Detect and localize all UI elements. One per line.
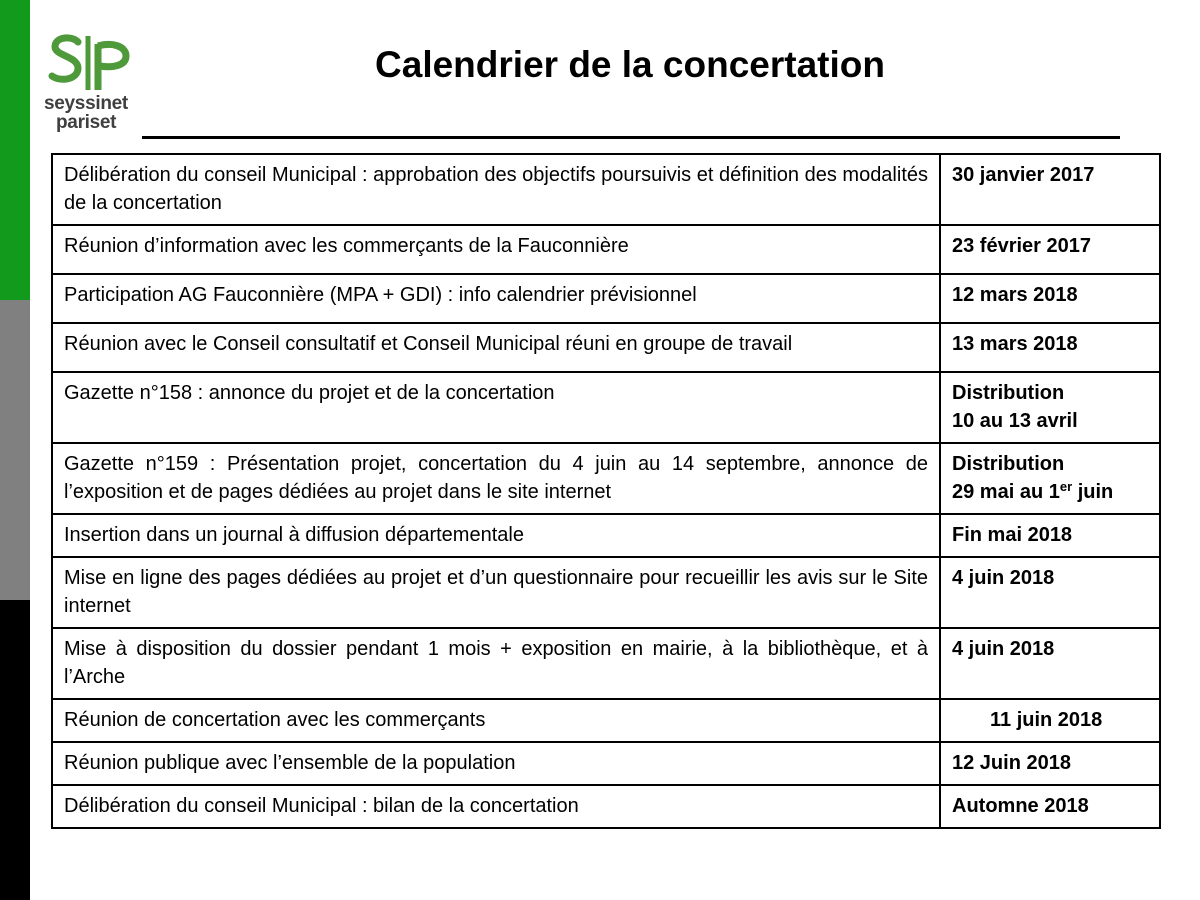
row-description: Insertion dans un journal à diffusion départementale (52, 514, 940, 557)
side-bar-black (0, 600, 30, 900)
row-date-line2: 10 au 13 avril (952, 410, 1078, 432)
page-title: Calendrier de la concertation (375, 44, 885, 85)
row-description: Réunion avec le Conseil consultatif et Conseil Municipal réuni en groupe de travail (52, 323, 940, 372)
row-description: Participation AG Fauconnière (MPA + GDI) : info calendrier prévisionnel (52, 274, 940, 323)
row-description: Gazette n°158 : annonce du projet et de la concertation (52, 372, 940, 443)
row-date: 12 Juin 2018 (940, 742, 1160, 785)
row-date (940, 443, 1160, 514)
row-date (940, 372, 1160, 443)
row-description: Délibération du conseil Municipal : bilan de la concertation (52, 785, 940, 828)
table-row (52, 514, 1160, 557)
row-description: Gazette n°159 : Présentation projet, concertation du 4 juin au 14 septembre, annonce de l’exposition et de pages dédiées au projet dans le site internet (52, 443, 940, 514)
row-date-line2 (952, 478, 1148, 506)
seyssinet-pariset-logo (40, 34, 150, 140)
row-date: 12 mars 2018 (940, 274, 1160, 323)
row-date: 23 février 2017 (940, 225, 1160, 274)
table-row (52, 699, 1160, 742)
row-description: Réunion de concertation avec les commerçants (52, 699, 940, 742)
side-bar-gray (0, 300, 30, 600)
table-row (52, 274, 1160, 323)
row-description: Réunion publique avec l’ensemble de la population (52, 742, 940, 785)
side-bar-green (0, 0, 30, 300)
row-description: Mise à disposition du dossier pendant 1 mois + exposition en mairie, à la bibliothèque, et à l’Arche (52, 628, 940, 699)
table-row (52, 628, 1160, 699)
logo-text-line1: seyssinet (44, 93, 128, 114)
row-date: 11 juin 2018 (940, 699, 1160, 742)
row-date-ordinal-suffix: er (1059, 479, 1073, 494)
row-date-line2-post: juin (1072, 481, 1114, 503)
concertation-schedule-table (51, 153, 1161, 829)
row-date-line1: Distribution (952, 453, 1065, 475)
table-row (52, 225, 1160, 274)
table-row (52, 372, 1160, 443)
row-description: Mise en ligne des pages dédiées au projet et d’un questionnaire pour recueillir les avis sur le Site internet (52, 557, 940, 628)
table-row (52, 785, 1160, 828)
row-date: Automne 2018 (940, 785, 1160, 828)
row-date-line1: Distribution (952, 382, 1065, 404)
sp-logo-mark (48, 34, 134, 92)
row-description: Délibération du conseil Municipal : approbation des objectifs poursuivis et définition des modalités de la concertation (52, 154, 940, 225)
row-date-line2-pre: 29 mai au 1 (952, 481, 1060, 503)
table-row (52, 443, 1160, 514)
table-row (52, 557, 1160, 628)
table-row (52, 742, 1160, 785)
row-date: Fin mai 2018 (940, 514, 1160, 557)
row-date: 4 juin 2018 (940, 557, 1160, 628)
row-date: 13 mars 2018 (940, 323, 1160, 372)
row-description: Réunion d’information avec les commerçants de la Fauconnière (52, 225, 940, 274)
table-row (52, 323, 1160, 372)
table-row (52, 154, 1160, 225)
title-underline (142, 136, 1120, 139)
row-date: 30 janvier 2017 (940, 154, 1160, 225)
row-date: 4 juin 2018 (940, 628, 1160, 699)
logo-text-line2: pariset (56, 112, 117, 133)
